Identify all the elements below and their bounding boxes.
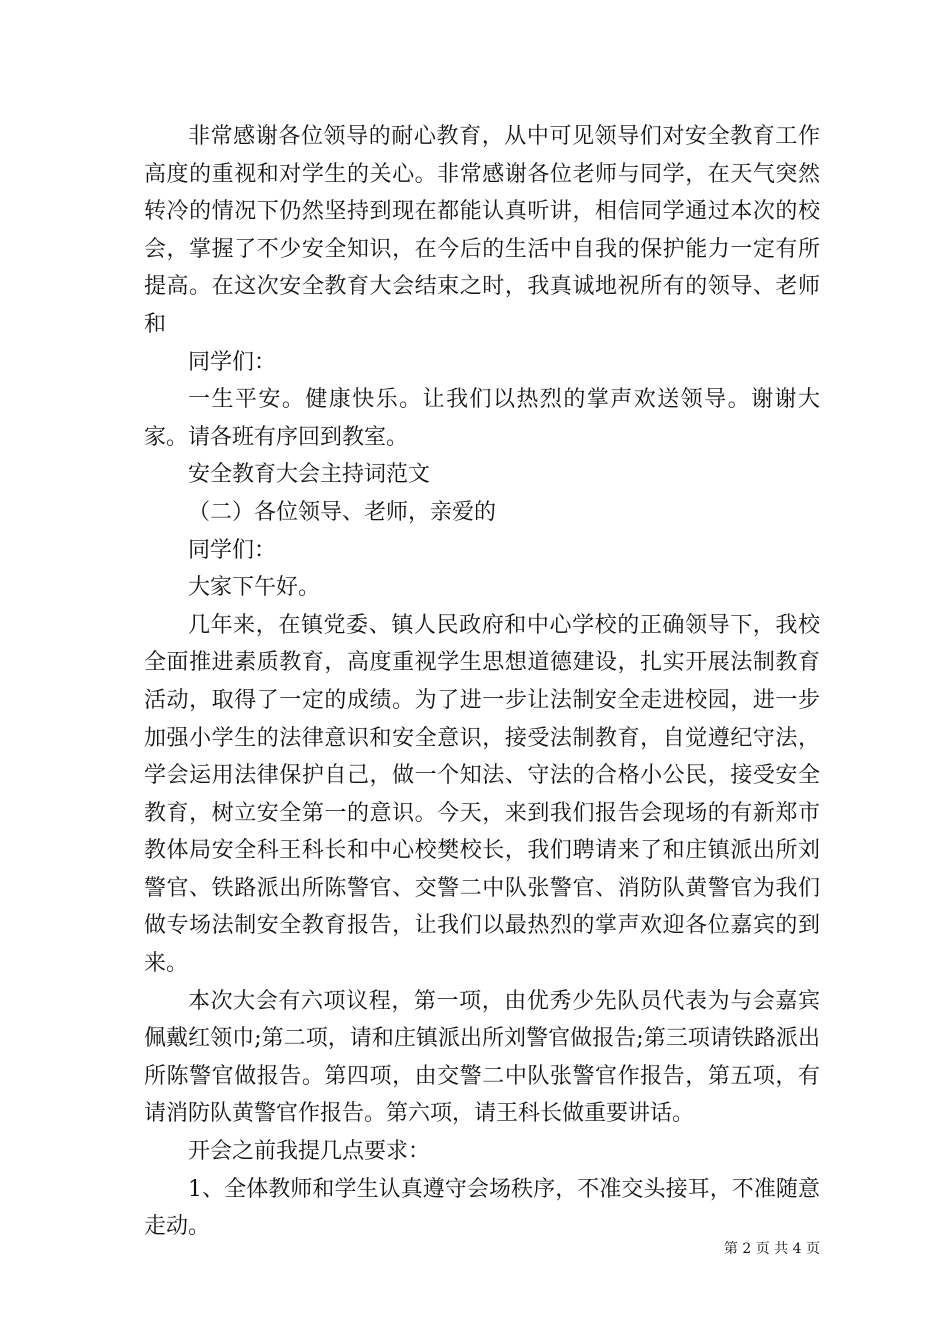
paragraph-introduction: 几年来，在镇党委、镇人民政府和中心学校的正确领导下，我校全面推进素质教育，高度重视学生思想道德建设，扎实开展法制教育活动，取得了一定的成绩。为了进一步让法制安全走进校园，进一步加强小学生的法律意识和安全意识，接受法制教育，自觉遵纪守法，学会运用法律保护自己，做一个知法、守法的合格小公民，接受安全教育，树立安全第一的意识。今天，来到我们报告会现场的有新郑市教体局安全科王科长和中心校樊校长，我们聘请来了和庄镇派出所刘警官、铁路派出所陈警官、交警二中队张警官、消防队黄警官为我们做专场法制安全教育报告，让我们以最热烈的掌声欢迎各位嘉宾的到来。: [144, 612, 820, 977]
paragraph-farewell: 一生平安。健康快乐。让我们以热烈的掌声欢送领导。谢谢大家。请各班有序回到教室。: [144, 387, 820, 450]
document-body: [144, 118, 820, 1246]
paragraph-agenda: 本次大会有六项议程，第一项，由优秀少先队员代表为与会嘉宾佩戴红领巾;第二项，请和庄镇派出所刘警官做报告;第三项请铁路派出所陈警官做报告。第四项，由交警二中队张警官作报告，第五项，有请消防队黄警官作报告。第六项，请王科长做重要讲话。: [144, 988, 820, 1127]
page-number: 第 2 页 共 4 页: [723, 1241, 820, 1257]
paragraph-section-two: （二）各位领导、老师，亲爱的: [188, 499, 497, 525]
paragraph-salutation-two: 同学们：: [188, 537, 277, 563]
paragraph-closing-thanks: 非常感谢各位领导的耐心教育，从中可见领导们对安全教育工作高度的重视和对学生的关心。非常感谢各位老师与同学，在天气突然转冷的情况下仍然坚持到现在都能认真听讲，相信同学通过本次的校会，掌握了不少安全知识，在今后的生活中自我的保护能力一定有所提高。在这次安全教育大会结束之时，我真诚地祝所有的领导、老师和: [144, 124, 820, 337]
paragraph-salutation: 同学们：: [188, 349, 277, 375]
paragraph-title: 安全教育大会主持词范文: [188, 462, 431, 488]
paragraph-requirements-intro: 开会之前我提几点要求：: [188, 1139, 431, 1165]
paragraph-greeting: 大家下午好。: [188, 575, 321, 601]
paragraph-requirement-one: 1、全体教师和学生认真遵守会场秩序，不准交头接耳，不准随意走动。: [144, 1176, 820, 1240]
